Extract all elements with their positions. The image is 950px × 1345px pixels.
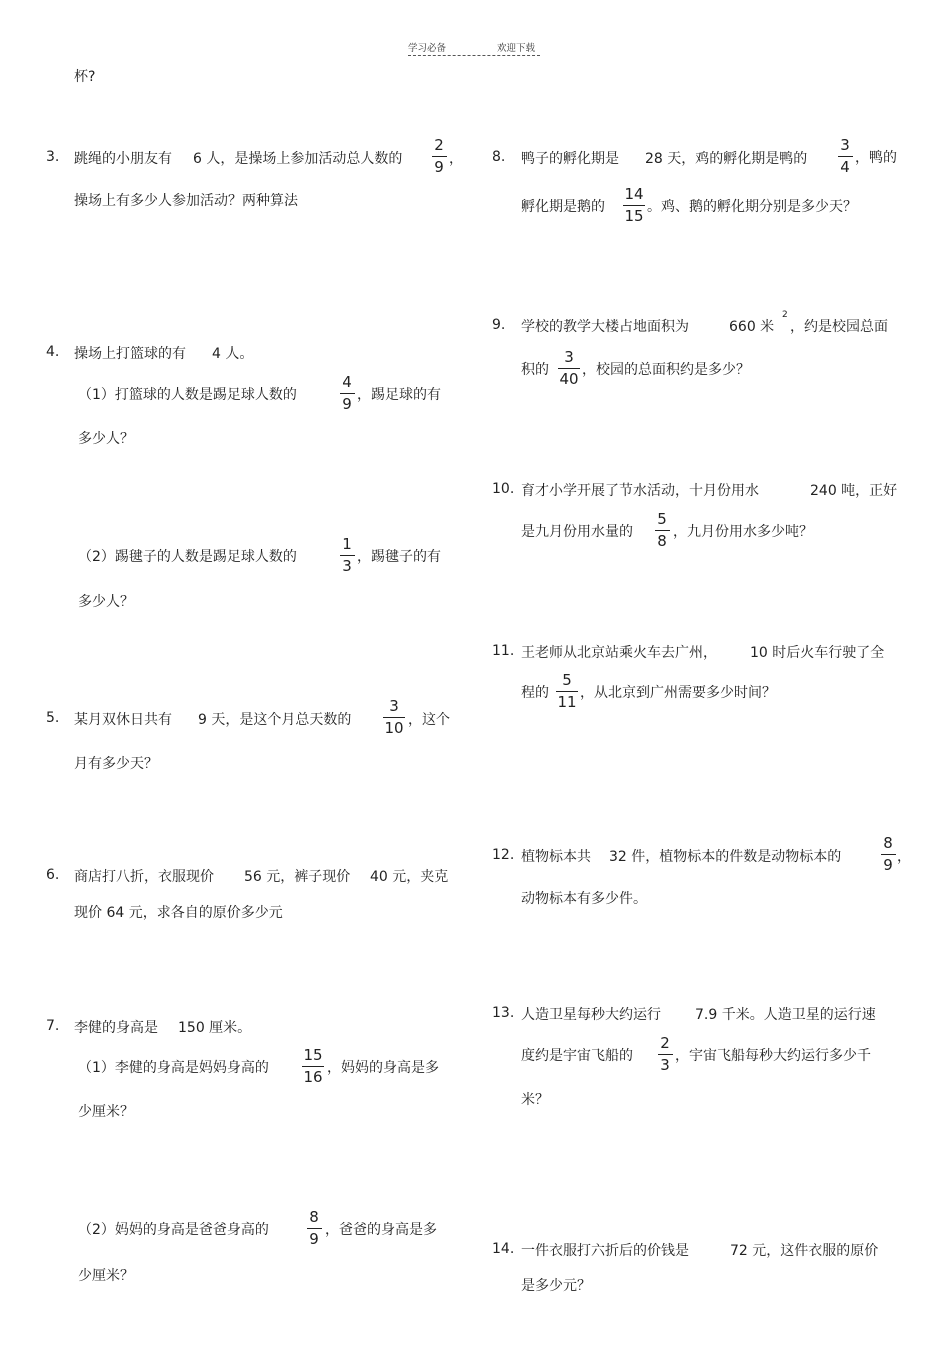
- question-number: 5.: [46, 710, 60, 726]
- sub-question-text: 少厘米？: [78, 1268, 134, 1284]
- header-left: 学习必备: [408, 43, 447, 54]
- question-text: 月有多少天？: [74, 756, 158, 772]
- question-text: 。鸡、鹅的孵化期分别是多少天？: [647, 199, 857, 215]
- fraction: 15 16: [303, 1046, 323, 1086]
- question-text: 鸭子的孵化期是: [521, 151, 619, 167]
- question-text: ，约是校园总面: [790, 319, 888, 335]
- question-text: 现价 64 元，求各自的原价多少元: [74, 905, 283, 921]
- fraction: 1 3: [327, 536, 367, 575]
- question-text: ，: [897, 849, 911, 865]
- question-text: 7.9 千米。人造卫星的运行速: [695, 1007, 876, 1023]
- fraction: 5 11: [557, 671, 577, 711]
- question-number: 6.: [46, 867, 60, 883]
- sub-question-text: （1）李健的身高是妈妈身高的: [78, 1060, 269, 1076]
- question-text: 王老师从北京站乘火车去广州，: [521, 645, 717, 661]
- question-text: ，九月份用水多少吨？: [673, 524, 813, 540]
- question-text: 人造卫星每秒大约运行: [521, 1007, 661, 1023]
- sub-question-text: 多少人？: [78, 594, 134, 610]
- question-number: 12.: [492, 847, 515, 863]
- question-text: 是多少元？: [521, 1278, 591, 1294]
- question-text: 孵化期是鹅的: [521, 199, 605, 215]
- question-text: 操场上有多少人参加活动？两种算法: [74, 193, 298, 209]
- question-number: 9.: [492, 317, 506, 333]
- question-number: 10.: [492, 481, 515, 497]
- fraction: 8 9: [868, 835, 908, 874]
- sub-question-text: （2）妈妈的身高是爸爸身高的: [78, 1222, 269, 1238]
- question-text: 150 厘米。: [178, 1020, 252, 1036]
- question-text: ，从北京到广州需要多少时间？: [580, 685, 776, 701]
- question-text: 植物标本共: [521, 849, 591, 865]
- superscript: 2: [782, 310, 788, 320]
- question-text: 660 米: [729, 319, 775, 335]
- header-divider: [408, 55, 540, 56]
- sub-question-text: 多少人？: [78, 431, 134, 447]
- question-number: 7.: [46, 1018, 60, 1034]
- question-text: 72 元，这件衣服的原价: [730, 1243, 879, 1259]
- sub-question-text: ，踢毽子的有: [357, 549, 441, 565]
- question-text: 是九月份用水量的: [521, 524, 633, 540]
- question-text: 40 元，夹克: [370, 869, 449, 885]
- question-text: 56 元，裤子现价: [244, 869, 351, 885]
- question-text: 240 吨，正好: [810, 483, 898, 499]
- sub-question-text: ，爸爸的身高是多: [325, 1222, 437, 1238]
- fraction: 3 40: [559, 348, 579, 388]
- question-number: 4.: [46, 344, 60, 360]
- question-text: 育才小学开展了节水活动，十月份用水: [521, 483, 759, 499]
- question-text: 米？: [521, 1092, 549, 1108]
- fraction: 5 8: [642, 511, 682, 550]
- question-text: 程的: [521, 685, 549, 701]
- question-text: 李健的身高是: [74, 1020, 158, 1036]
- question-text: ，校园的总面积约是多少？: [582, 362, 750, 378]
- sub-question-text: （2）踢毽子的人数是踢足球人数的: [78, 549, 297, 565]
- fraction: 3 4: [825, 137, 865, 176]
- question-text: 32 件，植物标本的件数是动物标本的: [609, 849, 842, 865]
- question-text: 一件衣服打六折后的价钱是: [521, 1243, 689, 1259]
- question-text: 4 人。: [212, 346, 254, 362]
- question-text: 动物标本有多少件。: [521, 891, 647, 907]
- question-text: 6 人，是操场上参加活动总人数的: [193, 151, 403, 167]
- header-right: 欢迎下载: [497, 43, 536, 54]
- question-text: 商店打八折，衣服现价: [74, 869, 214, 885]
- question-number: 14.: [492, 1241, 515, 1257]
- sub-question-text: （1）打篮球的人数是踢足球人数的: [78, 387, 297, 403]
- sub-question-text: ，妈妈的身高是多: [327, 1060, 439, 1076]
- fraction: 4 9: [327, 374, 367, 413]
- question-text: ，这个: [408, 712, 450, 728]
- question-text: 10 时后火车行驶了全: [750, 645, 885, 661]
- question-text: 9 天，是这个月总天数的: [198, 712, 352, 728]
- question-text: 跳绳的小朋友有: [74, 151, 172, 167]
- fraction: 8 9: [294, 1209, 334, 1248]
- question-text: ，宇宙飞船每秒大约运行多少千: [675, 1048, 871, 1064]
- question-number: 3.: [46, 149, 60, 165]
- question-text: 某月双休日共有: [74, 712, 172, 728]
- sub-question-text: ，踢足球的有: [357, 387, 441, 403]
- question-text: ，鸭的: [855, 150, 897, 166]
- question-text: 积的: [521, 362, 549, 378]
- question-text: 度约是宇宙飞船的: [521, 1048, 633, 1064]
- question-text: 操场上打篮球的有: [74, 346, 186, 362]
- question-number: 8.: [492, 149, 506, 165]
- fraction: 14 15: [624, 185, 644, 225]
- fraction: 3 10: [384, 697, 404, 737]
- question-number: 13.: [492, 1005, 515, 1021]
- fraction: 2 3: [645, 1035, 685, 1074]
- question-text: ，: [449, 151, 463, 167]
- question-text: 学校的教学大楼占地面积为: [521, 319, 689, 335]
- fraction: 2 9: [419, 137, 459, 176]
- carry-text: 杯?: [74, 69, 96, 85]
- sub-question-text: 少厘米？: [78, 1104, 134, 1120]
- question-text: 28 天，鸡的孵化期是鸭的: [645, 151, 808, 167]
- question-number: 11.: [492, 643, 515, 659]
